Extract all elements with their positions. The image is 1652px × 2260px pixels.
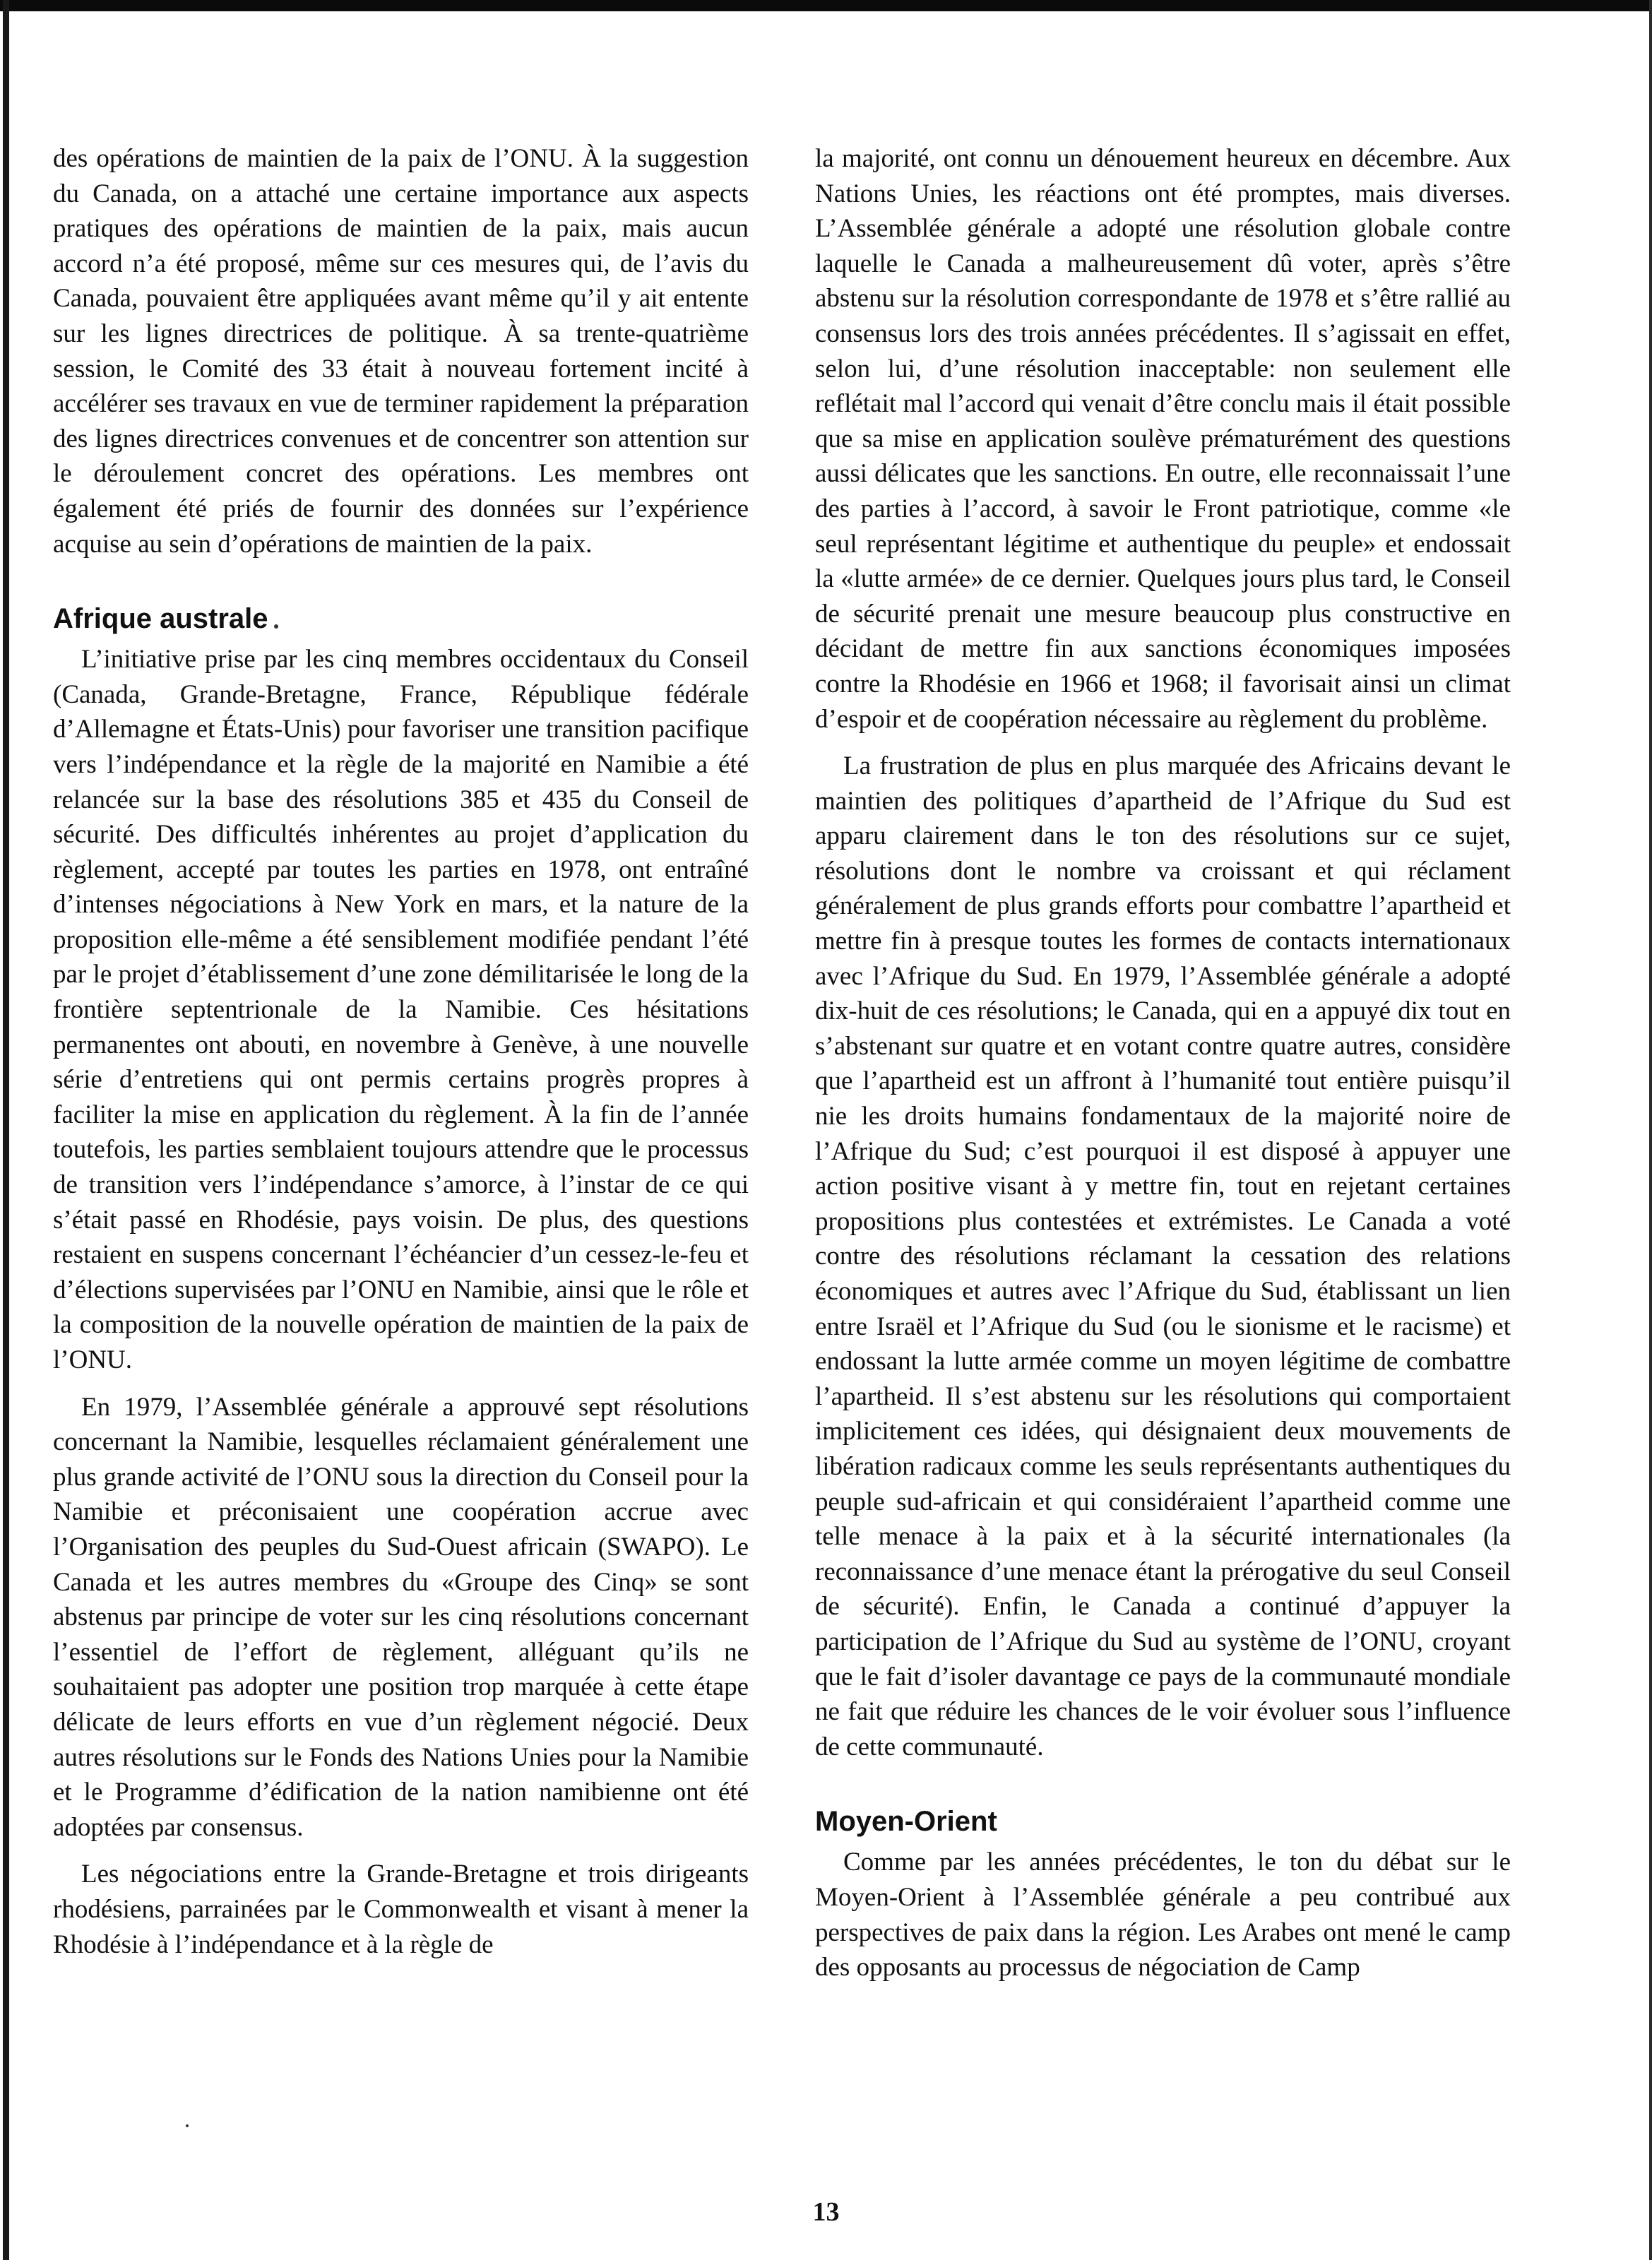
- scan-left-border: [3, 0, 9, 2260]
- paragraph-apartheid: La frustration de plus en plus marquée des Africains devant le maintien des politiques d’apartheid de l’Afrique du Sud est apparu clairement dans le ton des résolutions sur ce sujet, résolutions dont le nombre va croissant et qui réclament généralement de plus grands efforts pour combattre l’apartheid et mettre fin à presque toutes les formes de contacts internationaux avec l’Afrique du Sud. En 1979, l’Assemblée générale a adopté dix-huit de ces résolutions; le Canada, qui en a appuyé dix tout en s’abstenant sur quatre et en votant contre quatre autres, considère que l’apartheid est un affront à l’humanité tout entière puisqu’il nie les droits humains fondamentaux de la majorité noire de l’Afrique du Sud; c’est pourquoi il est disposé à appuyer une action positive visant à y mettre fin, tout en rejetant certaines propositions plus contestées et extrémistes. Le Canada a voté contre des résolutions réclamant la cessation des relations économiques et autres avec l’Afrique du Sud, établissant un lien entre Israël et l’Afrique du Sud (ou le sionisme et le racisme) et endossant la lutte armée comme un moyen légitime de combattre l’apartheid. Il s’est abstenu sur les résolutions qui comportaient implicitement ces idées, qui désignaient deux mouvements de libération radicaux comme les seuls représentants authentiques du peuple sud-africain et qui considéraient l’apartheid comme une telle menace à la paix et à la sécurité internationales (la reconnaissance d’une menace étant la prérogative du seul Conseil de sécurité). Enfin, le Canada a continué d’appuyer la participation de l’Afrique du Sud au système de l’ONU, croyant que le fait d’isoler davantage ce pays de la communauté mondiale ne fait que réduire les chances de le voir évoluer sous l’influence de cette communauté.: [815, 751, 1511, 1761]
- page-number: 13: [812, 2197, 840, 2227]
- paragraph-peacekeeping-end: des opérations de maintien de la paix de l’ONU. À la suggestion du Canada, on a attaché une certaine importance aux aspects pratiques des opérations de maintien de la paix, mais aucun accord n’a été proposé, même sur ces mesures qui, de l’avis du Canada, pouvaient être appliquées avant même qu’il y ait entente sur les lignes directrices de politique. À sa trente-quatrième session, le Comité des 33 était à nouveau fortement incité à accélérer ses travaux en vue de terminer rapidement la préparation des lignes directrices convenues et de concentrer son attention sur le déroulement concret des opérations. Les membres ont également été priés de fournir des données sur l’expérience acquise au sein d’opérations de maintien de la paix.: [53, 144, 749, 559]
- left-column: [53, 141, 749, 1974]
- right-column: [815, 141, 1511, 1997]
- scan-top-border: [0, 0, 1652, 11]
- paragraph-namibia-resolutions: En 1979, l’Assemblée générale a approuvé sept résolutions concernant la Namibie, lesquelles réclamaient généralement une plus grande activité de l’ONU sous la direction du Conseil pour la Namibie et préconisaient une coopération accrue avec l’Organisation des peuples du Sud-Ouest africain (SWAPO). Le Canada et les autres membres du «Groupe des Cinq» se sont abstenus par principe de voter sur les cinq résolutions concernant l’essentiel de l’effort de règlement, alléguant qu’ils ne souhaitaient pas adopter une position trop marquée à cette étape délicate de leurs efforts en vue d’un règlement négocié. Deux autres résolutions sur le Fonds des Nations Unies pour la Namibie et le Programme d’édification de la nation namibienne ont été adoptées par consensus.: [53, 1392, 749, 1842]
- paragraph-rhodesia-outcome: la majorité, ont connu un dénouement heureux en décembre. Aux Nations Unies, les réactions ont été promptes, mais diverses. L’Assemblée générale a adopté une résolution globale contre laquelle le Canada a malheureusement dû voter, après s’être abstenu sur la résolution correspondante de 1978 et s’être rallié au consensus lors des trois années précédentes. Il s’agissait en effet, selon lui, d’une résolution inacceptable: non seulement elle reflétait mal l’accord qui venait d’être conclu mais il était possible que sa mise en application soulève prématurément des questions aussi délicates que les sanctions. En outre, elle reconnaissait l’une des parties à l’accord, à savoir le Front patriotique, comme «le seul représentant légitime et authentique du peuple» et endossait la «lutte armée» de ce dernier. Quelques jours plus tard, le Conseil de sécurité prenait une mesure beaucoup plus constructive en décidant de mettre fin aux sanctions économiques imposées contre la Rhodésie en 1966 et 1968; il favorisait ainsi un climat d’espoir et de coopération nécessaire au règlement du problème.: [815, 144, 1511, 734]
- paragraph-namibia-initiative: L’initiative prise par les cinq membres occidentaux du Conseil (Canada, Grande-Bretagne, France, République fédérale d’Allemagne et États-Unis) pour favoriser une transition pacifique vers l’indépendance et la règle de la majorité en Namibie a été relancée sur la base des résolutions 385 et 435 du Conseil de sécurité. Des difficultés inhérentes au projet d’application du règlement, accepté par toutes les parties en 1978, ont entraîné d’intenses négociations à New York en mars, et la nature de la proposition elle-même a été sensiblement modifiée pendant l’été par le projet d’établissement d’une zone démilitarisée le long de la frontière septentrionale de la Namibie. Ces hésitations permanentes ont abouti, en novembre à Genève, à une nouvelle série d’entretiens qui ont permis certains progrès propres à faciliter la mise en application du règlement. À la fin de l’année toutefois, les parties semblaient toujours attendre que le processus de transition vers l’indépendance s’amorce, à l’instar de ce qui s’était passé en Rhodésie, pays voisin. De plus, des questions restaient en suspens concernant l’échéancier d’un cessez-le-feu et d’élections supervisées par l’ONU en Namibie, ainsi que le rôle et la composition de la nouvelle opération de maintien de la paix de l’ONU.: [53, 645, 749, 1374]
- paragraph-middle-east: Comme par les années précédentes, le ton du débat sur le Moyen-Orient à l’Assemblée générale a peu contribué aux perspectives de paix dans la région. Les Arabes ont mené le camp des opposants au processus de négociation de Camp: [815, 1848, 1511, 1982]
- section-heading-moyen-orient: Moyen-Orient: [815, 1806, 997, 1838]
- section-heading-afrique-australe: Afrique australe: [53, 603, 268, 635]
- paragraph-rhodesia-negotiations: Les négociations entre la Grande-Bretagne et trois dirigeants rhodésiens, parrainées par le Commonwealth et visant à mener la Rhodésie à l’indépendance et à la règle de: [53, 1860, 749, 1959]
- scan-speck: [186, 2124, 189, 2127]
- scan-right-border: [1649, 0, 1652, 2260]
